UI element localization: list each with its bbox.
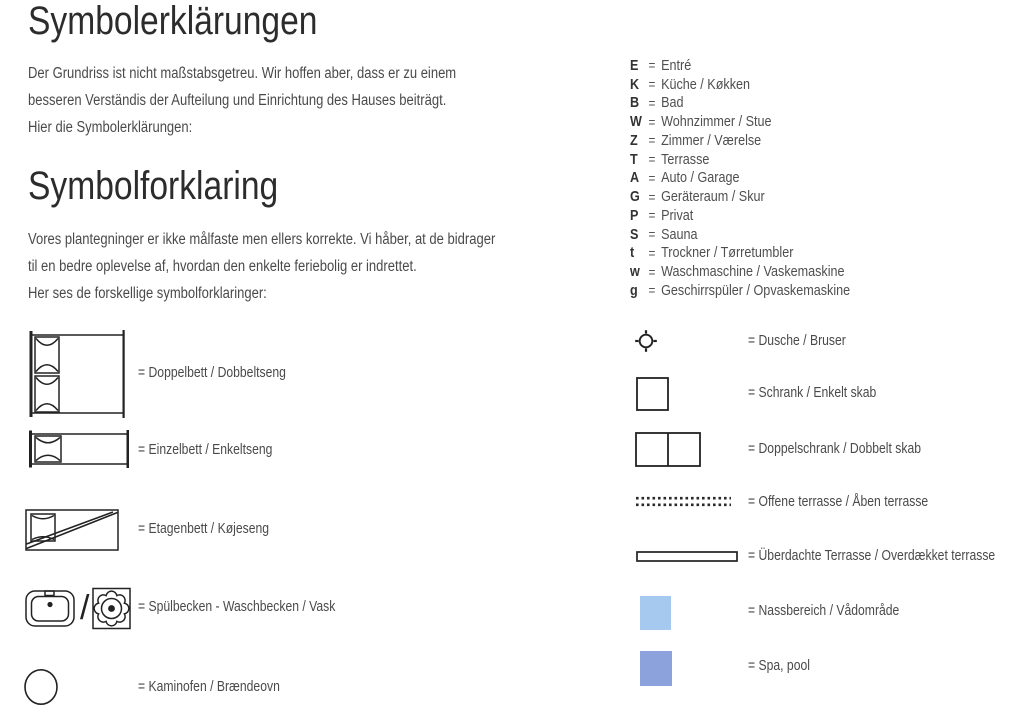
room-code-row <box>630 169 850 188</box>
covered-terrace-icon <box>636 551 738 562</box>
room-code-label: Waschmaschine / Vaskemaskine <box>661 263 845 281</box>
room-code: S <box>630 225 639 243</box>
room-code-label: Zimmer / Værelse <box>661 131 762 149</box>
room-code-row <box>630 56 850 75</box>
legend-label-single-bed: = Einzelbett / Enkeltseng <box>138 442 273 458</box>
slash-separator: / <box>80 589 90 627</box>
room-code-label: Küche / Køkken <box>661 75 751 93</box>
german-intro-line: Hier die Symbolerklärungen: <box>28 119 193 136</box>
equals-sign: = <box>648 263 656 280</box>
equals-sign: = <box>648 113 656 130</box>
equals-sign: = <box>648 207 656 224</box>
room-code-row <box>630 150 850 169</box>
shower-icon <box>634 329 658 353</box>
danish-intro <box>28 226 495 307</box>
room-code-row <box>630 94 850 113</box>
open-terrace-icon <box>635 496 732 508</box>
room-code-row <box>630 112 850 131</box>
room-code-label: Bad <box>661 94 684 112</box>
room-code: K <box>630 75 640 93</box>
room-code-label: Terrasse <box>661 150 710 168</box>
legend-label-open-terrace: = Offene terrasse / Åben terrasse <box>748 494 929 510</box>
danish-title: Symbolforklaring <box>28 164 279 208</box>
room-code-label: Geschirrspüler / Opvaskemaskine <box>661 281 851 299</box>
room-code: E <box>630 56 639 74</box>
room-code-row <box>630 225 850 244</box>
room-code-label: Trockner / Tørretumbler <box>661 244 794 262</box>
room-code: Z <box>630 131 638 149</box>
german-intro-line: besseren Verständis der Aufteilung und Einrichtung des Hauses beiträgt. <box>28 92 447 109</box>
single-cabinet-icon <box>636 377 669 411</box>
double-bed-icon <box>28 330 128 418</box>
equals-sign: = <box>648 76 656 93</box>
room-code-row <box>630 75 850 94</box>
legend-label-shower: = Dusche / Bruser <box>748 333 846 349</box>
room-code-legend <box>630 56 892 300</box>
sink-symbols-row <box>25 586 131 630</box>
room-code-row <box>630 244 850 263</box>
sink-icon <box>25 589 75 627</box>
room-code-row <box>630 187 850 206</box>
bunk-bed-icon <box>25 509 119 551</box>
double-cabinet-icon <box>635 432 701 467</box>
legend-label-bunk-bed: = Etagenbett / Køjeseng <box>138 521 270 537</box>
room-code: B <box>630 94 640 112</box>
legend-label-single-cabinet: = Schrank / Enkelt skab <box>748 385 877 401</box>
room-code: P <box>630 206 639 224</box>
equals-sign: = <box>648 188 656 205</box>
room-code: A <box>630 169 640 187</box>
room-code-row <box>630 262 850 281</box>
german-title: Symbolerklärungen <box>28 0 318 43</box>
legend-label-double-cabinet: = Doppelschrank / Dobbelt skab <box>748 441 922 457</box>
equals-sign: = <box>648 57 656 74</box>
room-code-label: Privat <box>661 206 694 224</box>
spa-pool-swatch <box>640 651 672 686</box>
single-bed-icon <box>28 430 131 468</box>
legend-label-stove: = Kaminofen / Brændeovn <box>138 679 280 695</box>
legend-label-sink: = Spülbecken - Waschbecken / Vask <box>138 599 336 615</box>
room-code: G <box>630 188 640 206</box>
room-code: g <box>630 281 638 299</box>
room-code: T <box>630 150 638 168</box>
room-code-label: Geräteraum / Skur <box>661 188 765 206</box>
room-code: t <box>630 244 635 262</box>
equals-sign: = <box>648 169 656 186</box>
equals-sign: = <box>648 151 656 168</box>
room-code-label: Entré <box>661 56 692 74</box>
room-code-label: Auto / Garage <box>661 169 740 187</box>
danish-intro-line: Vores plantegninger er ikke målfaste men ellers korrekte. Vi håber, at de bidrager <box>28 231 496 248</box>
danish-intro-line: til en bedre oplevelse af, hvordan den enkelte feriebolig er indrettet. <box>28 258 417 275</box>
room-code-row <box>630 206 850 225</box>
washbasin-icon <box>92 587 131 630</box>
legend-label-covered-terrace: = Überdachte Terrasse / Overdækket terrasse <box>748 548 996 564</box>
legend-label-wet-area: = Nassbereich / Vådområde <box>748 603 900 619</box>
legend-label-spa-pool: = Spa, pool <box>748 658 810 674</box>
room-code: W <box>630 113 642 131</box>
wood-stove-icon <box>23 668 59 706</box>
german-intro <box>28 60 456 141</box>
legend-label-double-bed: = Doppelbett / Dobbeltseng <box>138 365 286 381</box>
equals-sign: = <box>648 132 656 149</box>
wet-area-swatch <box>640 596 671 630</box>
equals-sign: = <box>648 94 656 111</box>
room-code-label: Wohnzimmer / Stue <box>661 113 772 131</box>
danish-intro-line: Her ses de forskellige symbolforklaringer: <box>28 285 267 302</box>
german-intro-line: Der Grundriss ist nicht maßstabsgetreu. Wir hoffen aber, dass er zu einem <box>28 65 457 82</box>
room-code-row <box>630 281 850 300</box>
room-code: w <box>630 263 640 281</box>
equals-sign: = <box>648 244 656 261</box>
equals-sign: = <box>648 226 656 243</box>
room-code-row <box>630 131 850 150</box>
equals-sign: = <box>648 282 656 299</box>
room-code-label: Sauna <box>661 225 698 243</box>
